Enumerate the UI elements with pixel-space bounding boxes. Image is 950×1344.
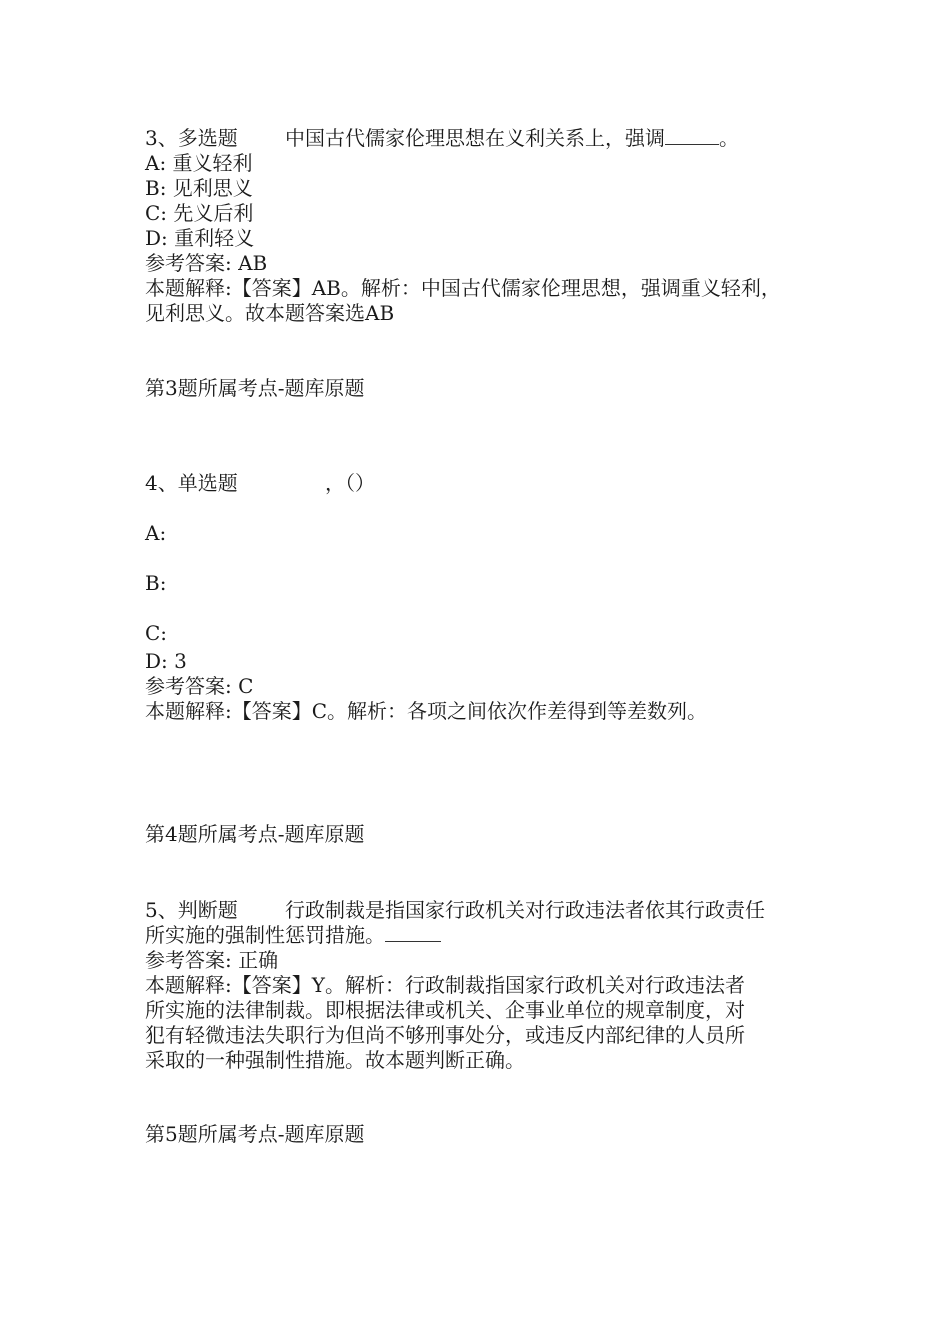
question-5-type: 5、判断题 — [145, 898, 238, 922]
question-5-text: 行政制裁是指国家行政机关对行政违法者依其行政责任 — [285, 898, 765, 922]
question-4-stem — [145, 471, 375, 495]
question-5-blank — [385, 923, 441, 942]
question-5-explanation-line-3: 犯有轻微违法失职行为但尚不够刑事处分，或违反内部纪律的人员所 — [145, 1023, 745, 1047]
question-5-explanation-line-4: 采取的一种强制性措施。故本题判断正确。 — [145, 1048, 525, 1072]
question-3-text: 中国古代儒家伦理思想在义利关系上，强调 — [285, 126, 665, 150]
question-4-option-d: D: 3 — [145, 649, 187, 673]
question-3-blank — [665, 126, 719, 145]
question-4-type: 4、单选题 — [145, 471, 238, 495]
question-4-option-c: C: — [145, 621, 168, 645]
question-5-stem-line-2 — [145, 923, 441, 947]
question-3-option-a: A: 重义轻利 — [145, 151, 253, 175]
question-4-explanation-line-1: 本题解释:【答案】C。解析：各项之间依次作差得到等差数列。 — [145, 699, 708, 723]
question-3-answer: 参考答案: AB — [145, 251, 268, 275]
question-3-topic: 第3题所属考点-题库原题 — [145, 376, 365, 400]
question-3-text-end: 。 — [719, 126, 739, 150]
question-4-option-b: B: — [145, 571, 167, 595]
question-4-option-a: A: — [145, 521, 167, 545]
question-4-text: ，（） — [325, 471, 375, 495]
question-3-option-d: D: 重利轻义 — [145, 226, 255, 250]
question-3-explanation-line-1: 本题解释:【答案】AB。解析：中国古代儒家伦理思想，强调重义轻利， — [145, 276, 781, 300]
question-3-explanation-line-2: 见利思义。故本题答案选AB — [145, 301, 395, 325]
question-5-answer: 参考答案: 正确 — [145, 948, 279, 972]
question-5-explanation-line-1: 本题解释:【答案】Y。解析：行政制裁指国家行政机关对行政违法者 — [145, 973, 745, 997]
question-3-stem — [145, 126, 739, 150]
question-3-option-c: C: 先义后利 — [145, 201, 254, 225]
question-4-answer: 参考答案: C — [145, 674, 254, 698]
question-5-explanation-line-2: 所实施的法律制裁。即根据法律或机关、企事业单位的规章制度，对 — [145, 998, 745, 1022]
question-5-stem — [145, 898, 765, 922]
question-4-topic: 第4题所属考点-题库原题 — [145, 822, 365, 846]
question-3-option-b: B: 见利思义 — [145, 176, 253, 200]
question-5-text-line-2: 所实施的强制性惩罚措施。 — [145, 923, 385, 947]
question-5-topic: 第5题所属考点-题库原题 — [145, 1122, 365, 1146]
question-3-type: 3、多选题 — [145, 126, 238, 150]
